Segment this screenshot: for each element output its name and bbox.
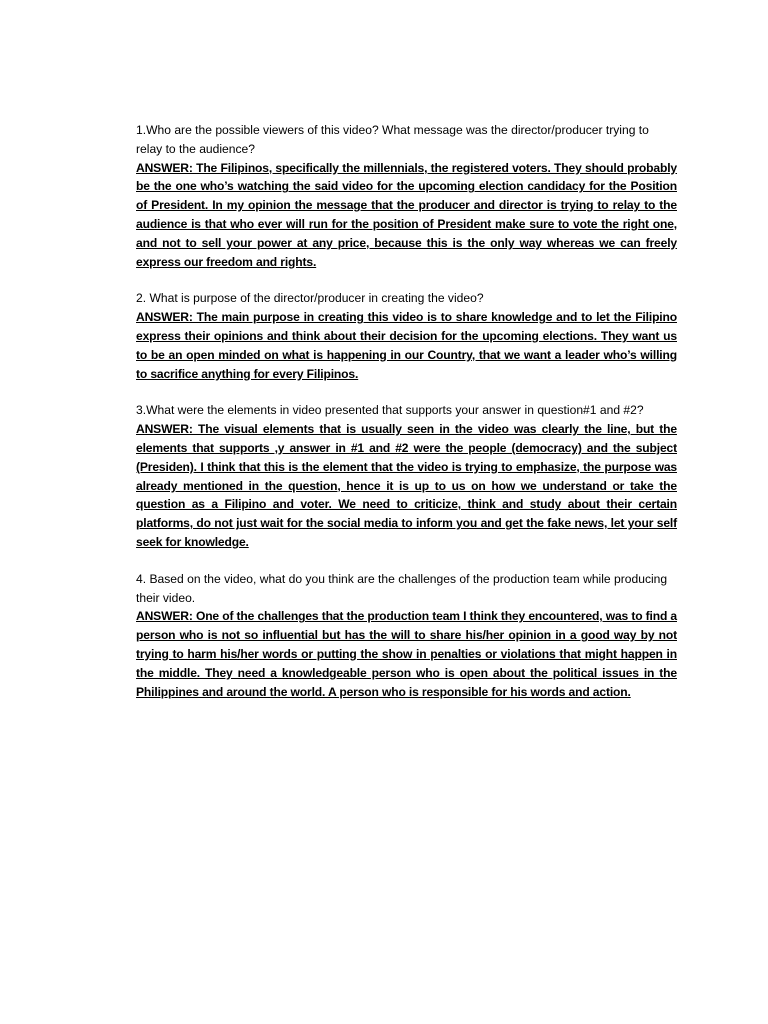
answer-2: ANSWER: The main purpose in creating this video is to share knowledge and to let the Filipino express their opinions and think about their decision for the upcoming elections. They want us to be an open minded on what is happening in our Country, that we want a leader who’s willing to sacrifice anything for every Filipinos. [136,310,677,381]
answer-4: ANSWER: One of the challenges that the production team I think they encountered, was to find a person who is not so influential but has the will to share his/her opinion in a good way by not trying to harm his/her words or putting the show in penalties or violations that might happen in the middle. They need a knowledgeable person who is open about the political issues in the Philippines and around the world. A person who is responsible for his words and action. [136,609,677,699]
qa-block-1 [136,121,677,271]
question-3: 3.What were the elements in video presented that supports your answer in question#1 and #2? [136,403,644,418]
answer-1: ANSWER: The Filipinos, specifically the millennials, the registered voters. They should probably be the one who’s watching the said video for the upcoming election candidacy for the Position of President. In my opinion the message that the producer and director is trying to relay to the audience is that who ever will run for the position of President make sure to vote the right one, and not to sell your power at any price, because this is the only way whereas we can freely express our freedom and rights. [136,160,677,269]
question-4: 4. Based on the video, what do you think are the challenges of the production team while producing their video. [136,571,668,605]
qa-block-3 [136,401,677,551]
answer-3: ANSWER: The visual elements that is usually seen in the video was clearly the line, but the elements that supports ,y answer in #1 and #2 were the people (democracy) and the subject (Presiden). I think that this is the element that the video is trying to emphasize, the purpose was already mentioned in the question, hence it is up to us on how we understand or take the question as a Filipino and voter. We need to criticize, think and study about their certain platforms, do not just wait for the social media to inform you and get the fake news, let your self seek for knowledge. [136,422,677,549]
qa-block-2 [136,289,677,383]
document-page [136,121,677,719]
question-1: 1.Who are the possible viewers of this video? What message was the director/producer trying to relay to the audience? [136,123,649,156]
question-2: 2. What is purpose of the director/producer in creating the video? [136,291,484,306]
qa-block-4 [136,570,677,702]
